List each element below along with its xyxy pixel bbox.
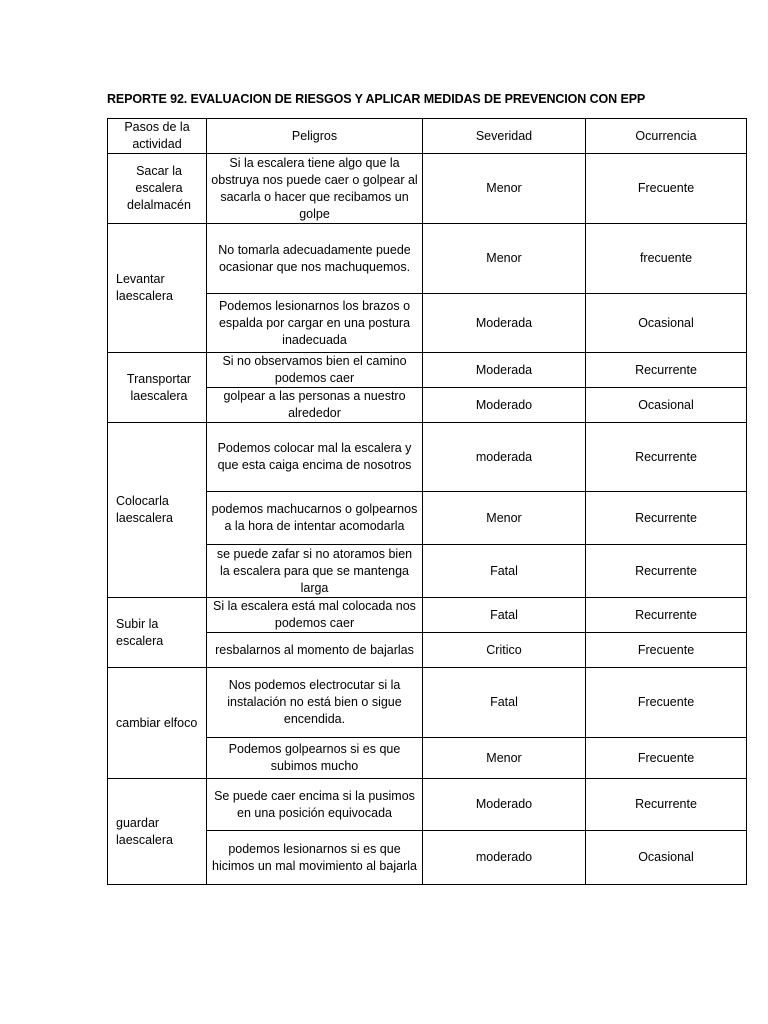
peligro-cell: Podemos colocar mal la escalera y que esta caiga encima de nosotros xyxy=(207,423,423,492)
ocurrencia-cell: Frecuente xyxy=(586,668,747,738)
peligro-cell: Si la escalera tiene algo que la obstruya nos puede caer o golpear al sacarla o hacer que recibamos un golpe xyxy=(207,154,423,224)
step-cell xyxy=(108,423,207,598)
report-title: REPORTE 92. EVALUACION DE RIESGOS Y APLICAR MEDIDAS DE PREVENCION CON EPP xyxy=(107,92,646,106)
step-label: guardar laescalera xyxy=(116,815,173,847)
peligro-cell: No tomarla adecuadamente puede ocasionar que nos machuquemos. xyxy=(207,224,423,294)
table-row xyxy=(108,154,747,224)
ocurrencia-cell: frecuente xyxy=(586,224,747,294)
risk-table xyxy=(107,118,747,885)
step-cell xyxy=(108,779,207,885)
step-label: Colocarla laescalera xyxy=(116,494,173,525)
peligro-cell: podemos lesionarnos si es que hicimos un mal movimiento al bajarla xyxy=(207,831,423,885)
step-cell xyxy=(108,353,207,423)
step-cell xyxy=(108,224,207,353)
peligro-cell: Podemos lesionarnos los brazos o espalda por cargar en una postura inadecuada xyxy=(207,294,423,353)
table-row xyxy=(108,668,747,738)
step-cell xyxy=(108,668,207,779)
ocurrencia-cell: Recurrente xyxy=(586,423,747,492)
ocurrencia-cell: Recurrente xyxy=(586,779,747,831)
peligro-cell: se puede zafar si no atoramos bien la escalera para que se mantenga larga xyxy=(207,545,423,598)
severidad-cell: Moderada xyxy=(423,294,586,353)
table-body xyxy=(108,154,747,885)
peligro-cell: podemos machucarnos o golpearnos a la hora de intentar acomodarla xyxy=(207,492,423,545)
peligro-cell: Si no observamos bien el camino podemos caer xyxy=(207,353,423,388)
step-label: Subir la escalera xyxy=(116,616,164,648)
ocurrencia-cell: Frecuente xyxy=(586,154,747,224)
severidad-cell: Menor xyxy=(423,224,586,294)
severidad-cell: Fatal xyxy=(423,668,586,738)
header-pasos: Pasos de la actividad xyxy=(108,119,207,154)
severidad-cell: moderado xyxy=(423,831,586,885)
ocurrencia-cell: Ocasional xyxy=(586,388,747,423)
peligro-cell: Se puede caer encima si la pusimos en una posición equivocada xyxy=(207,779,423,831)
severidad-cell: Fatal xyxy=(423,598,586,633)
table-row xyxy=(108,779,747,831)
severidad-cell: Menor xyxy=(423,738,586,779)
severidad-cell: Critico xyxy=(423,633,586,668)
table-row xyxy=(108,423,747,492)
ocurrencia-cell: Frecuente xyxy=(586,738,747,779)
severidad-cell: Fatal xyxy=(423,545,586,598)
header-peligros: Peligros xyxy=(207,119,423,154)
ocurrencia-cell: Recurrente xyxy=(586,598,747,633)
severidad-cell: Menor xyxy=(423,154,586,224)
peligro-cell: Nos podemos electrocutar si la instalación no está bien o sigue encendida. xyxy=(207,668,423,738)
table-row xyxy=(108,224,747,294)
step-cell xyxy=(108,154,207,224)
severidad-cell: Moderada xyxy=(423,353,586,388)
severidad-cell: Moderado xyxy=(423,388,586,423)
peligro-cell: Si la escalera está mal colocada nos podemos caer xyxy=(207,598,423,633)
step-label: Sacar la escalera delalmacén xyxy=(127,164,191,212)
peligro-cell: golpear a las personas a nuestro alrededor xyxy=(207,388,423,423)
severidad-cell: Moderado xyxy=(423,779,586,831)
header-severidad: Severidad xyxy=(423,119,586,154)
ocurrencia-cell: Recurrente xyxy=(586,492,747,545)
table-row xyxy=(108,353,747,388)
ocurrencia-cell: Frecuente xyxy=(586,633,747,668)
ocurrencia-cell: Recurrente xyxy=(586,353,747,388)
header-ocurrencia: Ocurrencia xyxy=(586,119,747,154)
table-header xyxy=(108,119,747,154)
step-cell xyxy=(108,598,207,668)
step-label: Transportar laescalera xyxy=(126,371,192,403)
peligro-cell: resbalarnos al momento de bajarlas xyxy=(207,633,423,668)
severidad-cell: Menor xyxy=(423,492,586,545)
ocurrencia-cell: Recurrente xyxy=(586,545,747,598)
severidad-cell: moderada xyxy=(423,423,586,492)
step-label: cambiar elfoco xyxy=(116,715,198,730)
ocurrencia-cell: Ocasional xyxy=(586,831,747,885)
peligro-cell: Podemos golpearnos si es que subimos mucho xyxy=(207,738,423,779)
step-label: Levantar laescalera xyxy=(116,272,173,303)
table-row xyxy=(108,598,747,633)
ocurrencia-cell: Ocasional xyxy=(586,294,747,353)
